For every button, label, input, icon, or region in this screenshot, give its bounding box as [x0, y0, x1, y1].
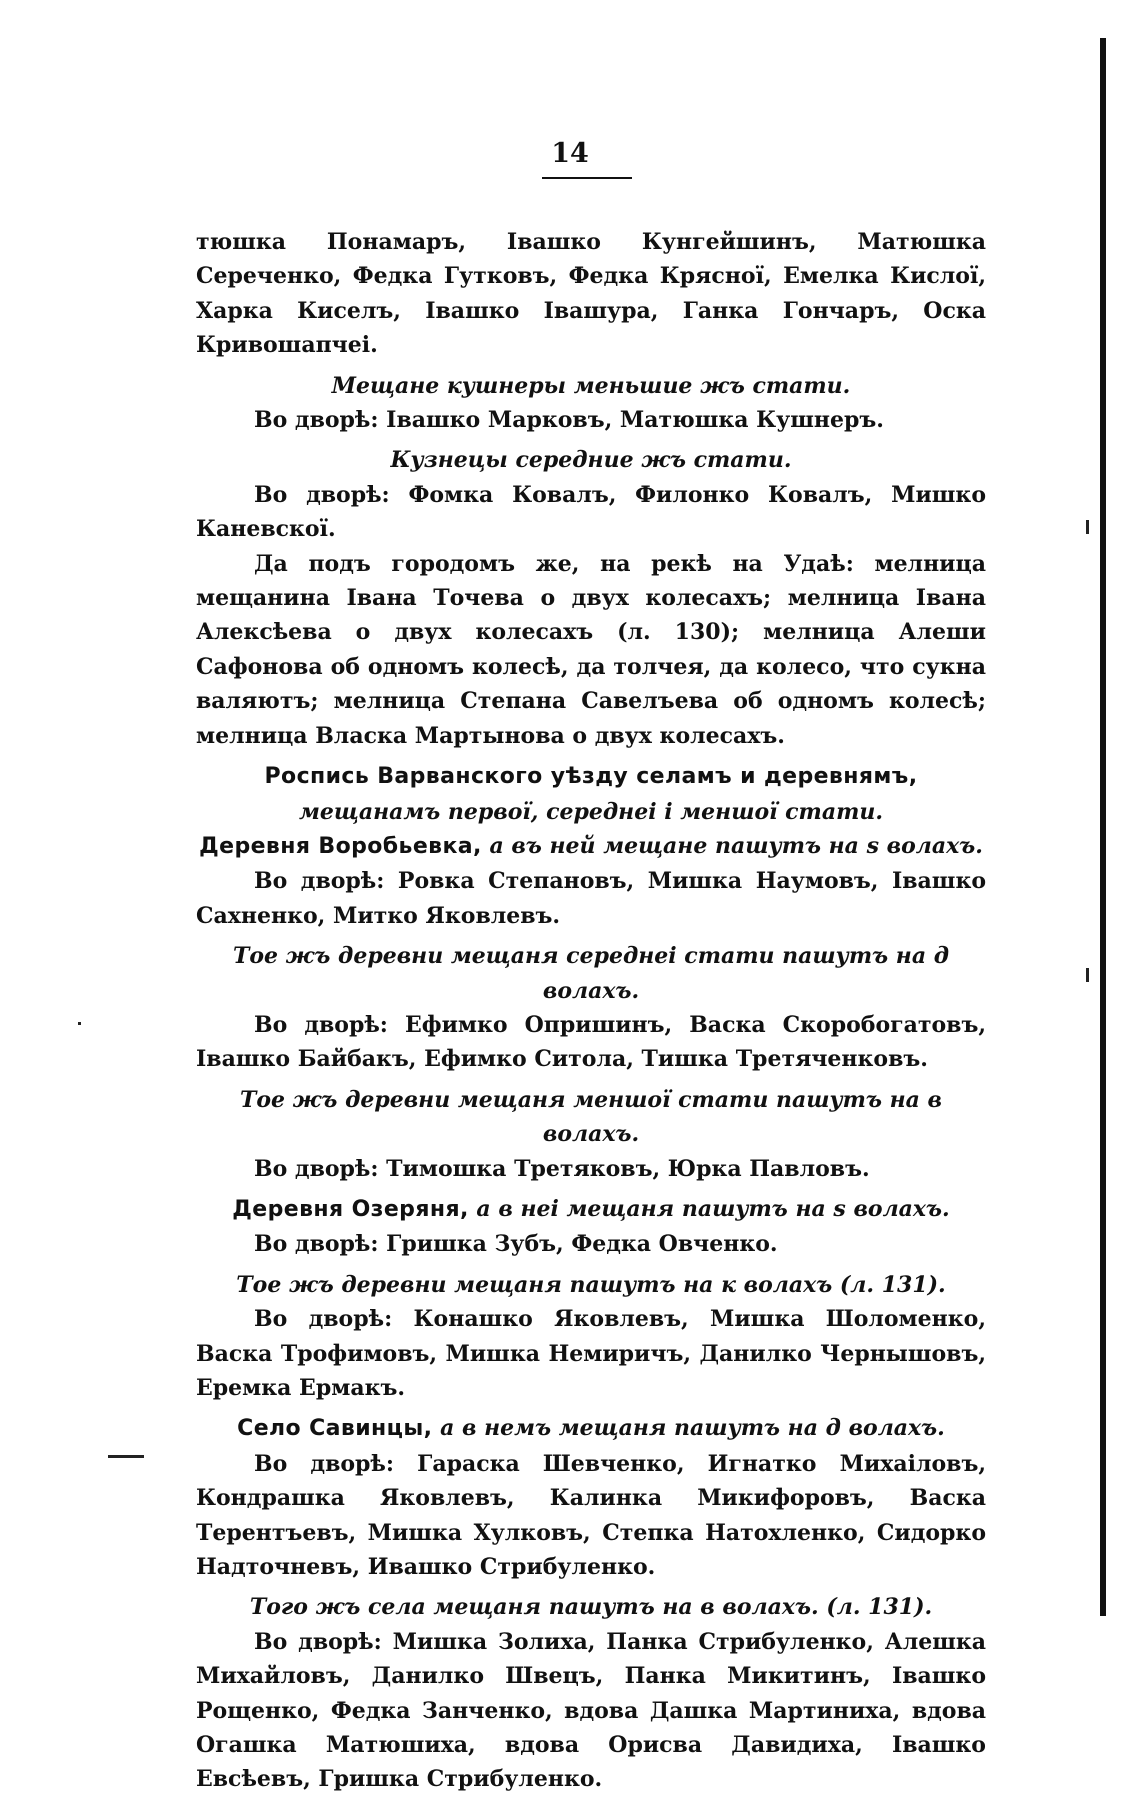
village-name: Деревня Воробьевка, — [199, 833, 482, 859]
section-subheading: Тое жъ деревни мещаня середнеі стати пашутъ на д волахъ. — [232, 943, 950, 1004]
paragraph: Да подъ городомъ же, на рекѣ на Удаѣ: мелница мещанина Івана Точева о двух колесахъ; мелница Івана Алексѣева о двух колесахъ (л. 130); мелница Алеши Сафонова об одномъ колесѣ, да толчея, да колесо, что сукна валяютъ; мелница Степана Савелъева об одномъ колесѣ; мелница Власка Мартынова о двух колесахъ. — [196, 550, 986, 749]
paragraph: Во дворѣ: Ровка Степановъ, Мишка Наумовъ, Івашко Сахненко, Митко Яковлевъ. — [196, 868, 986, 929]
paragraph: Во дворѣ: Івашко Марковъ, Матюшка Кушнеръ. — [254, 407, 884, 434]
paragraph: Во дворѣ: Фомка Ковалъ, Филонко Ковалъ, Мишко Каневскої. — [196, 481, 986, 543]
section-subheading: Тое жъ деревни мещаня пашутъ на к волахъ (л. 131). — [236, 1271, 946, 1298]
margin-mark — [78, 1022, 81, 1025]
village-note: а въ ней мещане пашутъ на ѕ волахъ. — [489, 832, 983, 859]
page-edge-bar — [1100, 38, 1106, 1616]
section-subheading: Мещане кушнеры меньшие жъ стати. — [331, 372, 851, 399]
margin-mark — [1086, 968, 1089, 982]
section-heading — [196, 759, 986, 829]
margin-mark — [108, 1455, 144, 1458]
paragraph: тюшка Понамаръ, Івашко Кунгейшинъ, Матюшка Сереченко, Федка Гутковъ, Федка Крясної, Емелка Кислої, Харка Киселъ, Івашко Івашура, Ганка Гончаръ, Оска Кривошапчеі. — [196, 229, 986, 359]
village-heading — [196, 1192, 986, 1227]
page-number-rule — [542, 177, 632, 179]
village-note: а в неі мещаня пашутъ на ѕ волахъ. — [476, 1195, 950, 1222]
village-name: Село Савинцы, — [237, 1416, 433, 1442]
paragraph: Во дворѣ: Гришка Зубъ, Федка Овченко. — [254, 1231, 778, 1258]
section-subheading: Тое жъ деревни мещаня меншої стати пашутъ на в волахъ. — [239, 1086, 943, 1148]
paragraph: Во дворѣ: Мишка Золиха, Панка Стрибуленко, Алешка Михайловъ, Данилко Швецъ, Панка Микитинъ, Івашко Рощенко, Федка Занченко, вдова Дашка Мартиниха, вдова Огашка Матюшиха, вдова Орисва Давидиха, Івашко Евсѣевъ, Гришка Стрибуленко. — [196, 1628, 986, 1793]
village-note: а в немъ мещаня пашутъ на д волахъ. — [440, 1415, 945, 1442]
section-subheading: Того жъ села мещаня пашутъ на в волахъ. (л. 131). — [249, 1594, 933, 1621]
paragraph: Во дворѣ: Гараска Шевченко, Игнатко Михаіловъ, Кондрашка Яковлевъ, Калинка Микифоровъ, Васка Терентъевъ, Мишка Хулковъ, Степка Натохленко, Сидорко Надточневъ, Ивашко Стрибуленко. — [196, 1450, 986, 1581]
paragraph: Во дворѣ: Ефимко Опришинъ, Васка Скоробогатовъ, Івашко Байбакъ, Ефимко Ситола, Тишка Третяченковъ. — [196, 1011, 986, 1073]
margin-mark — [1086, 520, 1089, 534]
village-heading — [196, 1411, 986, 1446]
paragraph: Во дворѣ: Тимошка Третяковъ, Юрка Павловъ. — [254, 1155, 870, 1182]
paragraph: Во дворѣ: Конашко Яковлевъ, Мишка Шоломенко, Васка Трофимовъ, Мишка Немиричъ, Данилко Чернышовъ, Еремка Ермакъ. — [196, 1306, 986, 1401]
heading-subtitle: мещанамъ первої, середнеі і меншої стати. — [298, 798, 884, 825]
village-heading — [196, 829, 986, 864]
page-number: 14 — [551, 138, 589, 169]
village-name: Деревня Озеряня, — [232, 1196, 469, 1222]
heading-title: Роспись Варванского уѣзду селамъ и деревнямъ, — [264, 764, 918, 790]
section-subheading: Кузнецы середние жъ стати. — [390, 447, 792, 474]
page-text — [196, 225, 986, 1797]
